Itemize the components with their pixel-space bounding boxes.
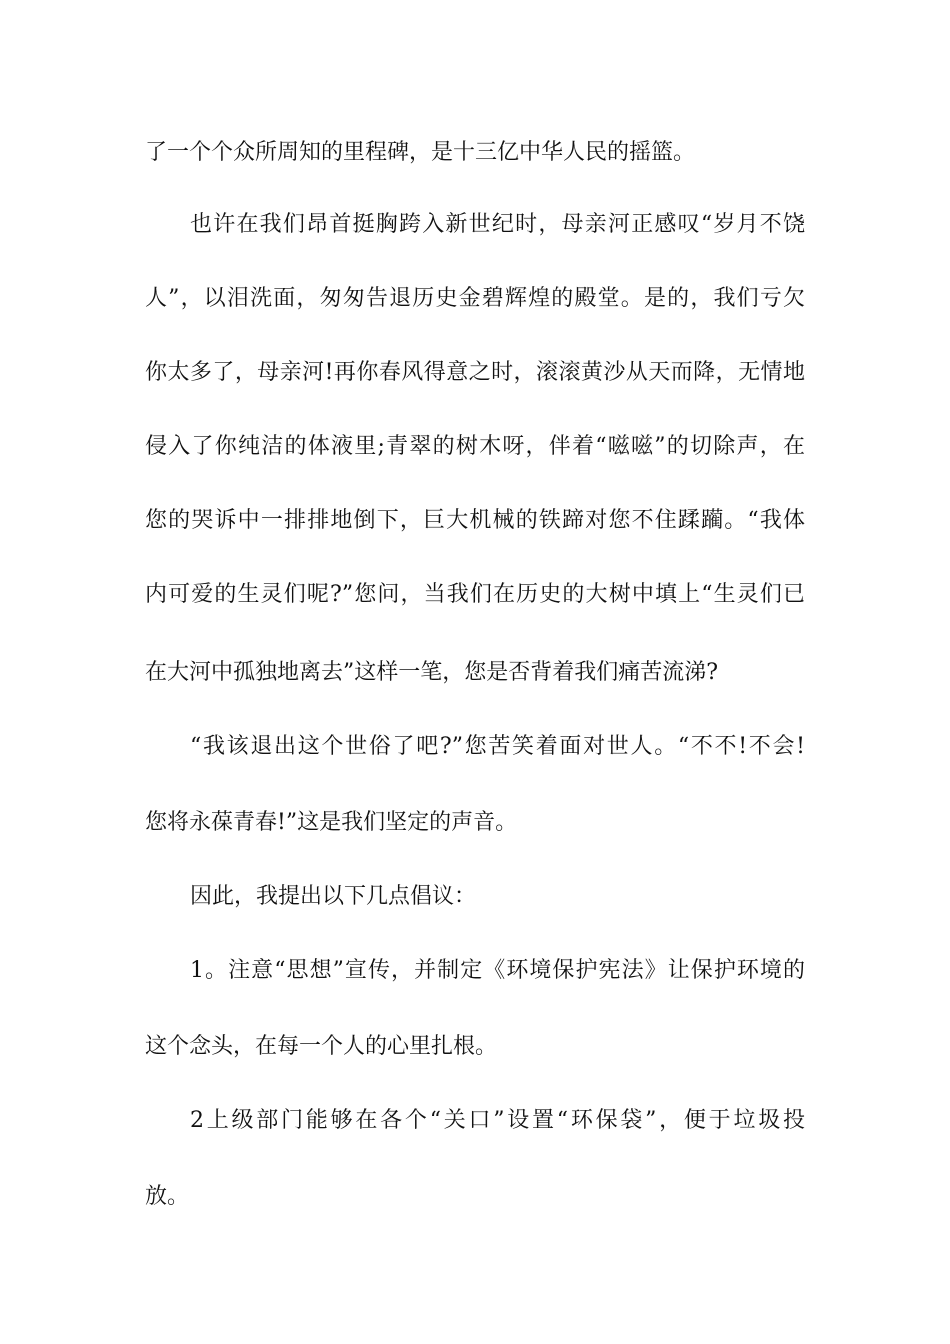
text-line-11: 因此，我提出以下几点倡议： [190, 884, 477, 909]
text-line-9: “我该退出这个世俗了吧?”您苦笑着面对世人。“不不!不会! [190, 734, 805, 759]
text-line-5: 侵入了你纯洁的体液里;青翠的树木呀，伴着“嗞嗞”的切除声，在 [145, 434, 805, 459]
text-line-10: 您将永葆青春!”这是我们坚定的声音。 [145, 810, 518, 835]
text-line-6: 您的哭诉中一排排地倒下，巨大机械的铁蹄对您不住蹂躏。“我体 [145, 508, 805, 533]
text-line-1: 了一个个众所周知的里程碑，是十三亿中华人民的摇篮。 [145, 140, 696, 165]
text-line-13: 这个念头，在每一个人的心里扎根。 [145, 1034, 498, 1059]
text-line-14: 2上级部门能够在各个“关口”设置“环保袋”，便于垃圾投 [190, 1108, 805, 1133]
text-line-15: 放。 [145, 1184, 190, 1209]
text-line-2: 也许在我们昂首挺胸跨入新世纪时，母亲河正感叹“岁月不饶 [190, 212, 805, 237]
text-line-3: 人”，以泪洗面，匆匆告退历史金碧辉煌的殿堂。是的，我们亏欠 [145, 286, 805, 311]
text-line-8: 在大河中孤独地离去”这样一笔，您是否背着我们痛苦流涕? [145, 660, 719, 685]
text-line-7: 内可爱的生灵们呢?”您问，当我们在历史的大树中填上“生灵们已 [145, 582, 805, 607]
text-line-4: 你太多了，母亲河!再你春风得意之时，滚滚黄沙从天而降，无情地 [145, 360, 805, 385]
text-line-12: 1。注意“思想”宣传，并制定《环境保护宪法》让保护环境的 [190, 958, 805, 983]
